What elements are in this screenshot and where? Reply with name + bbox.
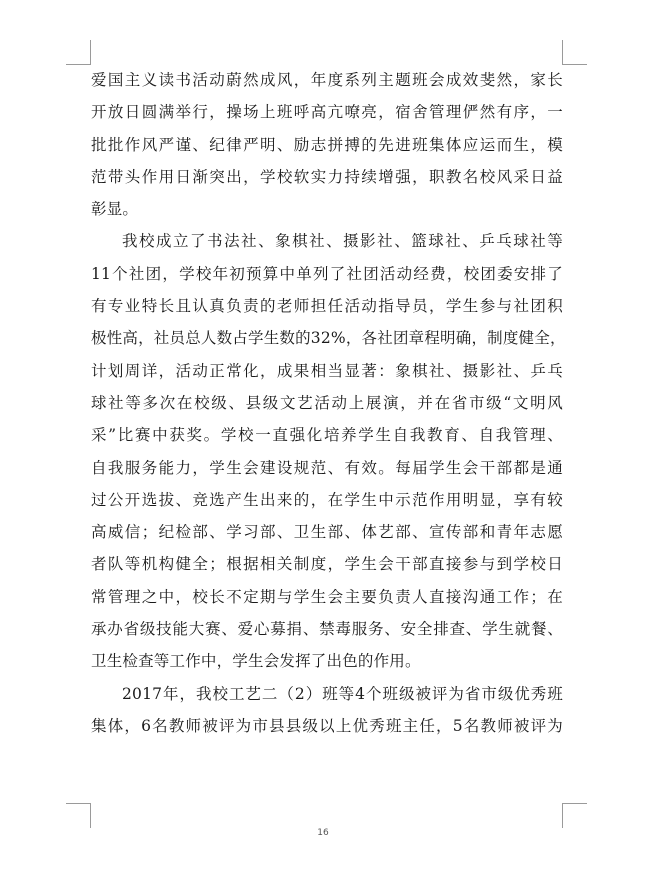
text-line: 彰显。	[91, 200, 139, 219]
page-number: 16	[317, 828, 329, 838]
paragraph-2	[91, 225, 566, 677]
text-line: 11个社团，学校年初预算中单列了社团活动经费，校团委安排了	[91, 264, 563, 283]
text-line: 常管理之中，校长不定期与学生会主要负责人直接沟通工作；在	[91, 587, 563, 606]
crop-mark-bottom-left	[66, 803, 91, 828]
text-line: 球社等多次在校级、县级文艺活动上展演，并在省市级“文明风	[91, 393, 563, 412]
crop-mark-top-left	[66, 40, 91, 65]
text-line: 过公开选拔、竞选产生出来的，在学生中示范作用明显，享有较	[91, 490, 563, 509]
text-line: 卫生检查等工作中，学生会发挥了出色的作用。	[91, 652, 421, 671]
paragraph-1	[91, 64, 563, 225]
crop-mark-top-right	[562, 40, 587, 65]
text-line: 采”比赛中获奖。学校一直强化培养学生自我教育、自我管理、	[91, 426, 563, 445]
text-line: 计划周详，活动正常化，成果相当显著：象棋社、摄影社、乒乓	[91, 361, 563, 380]
paragraph-3	[91, 678, 563, 743]
text-line: 批批作风严谨、纪律严明、励志拼搏的先进班集体应运而生，模	[91, 135, 563, 154]
crop-mark-bottom-right	[562, 803, 587, 828]
text-line: 我校成立了书法社、象棋社、摄影社、篮球社、乒乓球社等	[122, 232, 563, 251]
text-line: 集体，6名教师被评为市县县级以上优秀班主任，5名教师被评为	[91, 716, 563, 735]
text-line: 自我服务能力，学生会建设规范、有效。每届学生会干部都是通	[91, 458, 563, 477]
text-line: 高威信；纪检部、学习部、卫生部、体艺部、宣传部和青年志愿	[91, 523, 563, 542]
text-line: 者队等机构健全；根据相关制度，学生会干部直接参与到学校日	[91, 555, 563, 574]
text-line: 范带头作用日渐突出，学校软实力持续增强，职教名校风采日益	[91, 167, 563, 186]
text-line: 开放日圆满举行，操场上班呼高亢嘹亮，宿舍管理俨然有序，一	[91, 103, 563, 122]
text-line: 有专业特长且认真负责的老师担任活动指导员，学生参与社团积	[91, 297, 563, 316]
body-text	[91, 64, 566, 742]
text-line: 爱国主义读书活动蔚然成风，年度系列主题班会成效斐然，家长	[91, 71, 563, 89]
text-line: 承办省级技能大赛、爱心募捐、禁毒服务、安全排查、学生就餐、	[91, 620, 563, 639]
text-line: 极性高，社员总人数占学生数的32%，各社团章程明确，制度健全，	[91, 329, 566, 348]
text-line: 2017年，我校工艺二（2）班等4个班级被评为省市级优秀班	[122, 684, 563, 703]
